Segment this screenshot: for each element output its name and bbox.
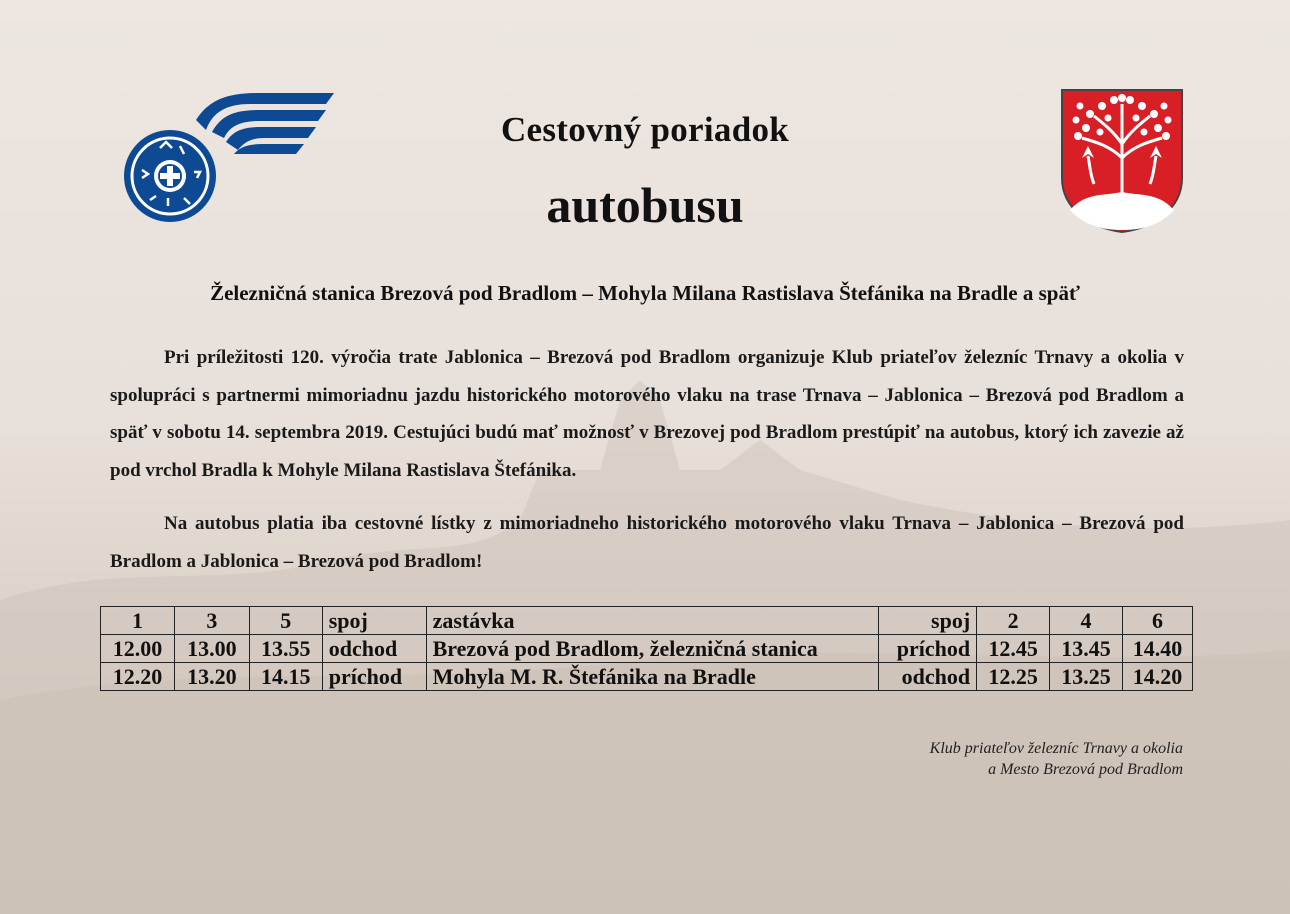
header-cell: 3: [174, 607, 249, 635]
stop-cell: Mohyla M. R. Štefánika na Bradle: [426, 663, 879, 691]
time-cell: 14.20: [1122, 663, 1192, 691]
direction-cell: odchod: [879, 663, 977, 691]
time-cell: 12.20: [101, 663, 175, 691]
direction-cell: príchod: [322, 663, 426, 691]
timetable-header-row: [101, 607, 1193, 635]
organizer-signature: [930, 738, 1183, 780]
time-cell: 13.45: [1050, 635, 1123, 663]
route-heading: Železničná stanica Brezová pod Bradlom – Mohyla Milana Rastislava Štefánika na Bradle a späť: [210, 281, 1080, 305]
time-cell: 13.20: [174, 663, 249, 691]
direction-cell: príchod: [879, 635, 977, 663]
title-autobusu: autobusu: [546, 177, 744, 233]
time-cell: 14.40: [1122, 635, 1192, 663]
time-cell: 13.25: [1050, 663, 1123, 691]
bus-timetable: [100, 606, 1193, 691]
header-cell: spoj: [322, 607, 426, 635]
time-cell: 12.00: [101, 635, 175, 663]
header-cell: spoj: [879, 607, 977, 635]
header-cell: zastávka: [426, 607, 879, 635]
intro-paragraph: Pri príležitosti 120. výročia trate Jablonica – Brezová pod Bradlom organizuje Klub priateľov železníc Trnavy a okolia v spolupráci s partnermi mimoriadnu jazdu historického motorového vlaku na trase Trnava – Jablonica – Brezová pod Bradlom a späť v sobotu 14. septembra 2019. Cestujúci budú mať možnosť v Brezovej pod Bradlom prestúpiť na autobus, ktorý ich zavezie až pod vrchol Bradla k Mohyle Milana Rastislava Štefánika.: [110, 347, 1184, 481]
time-cell: 14.15: [249, 663, 322, 691]
timetable-row: [101, 663, 1193, 691]
header-cell: 5: [249, 607, 322, 635]
header-cell: 2: [977, 607, 1050, 635]
time-cell: 13.00: [174, 635, 249, 663]
ticket-notice-paragraph: Na autobus platia iba cestovné lístky z mimoriadneho historického motorového vlaku Trnava – Jablonica – Brezová pod Bradlom a Jablonica – Brezová pod Bradlom!: [110, 513, 1184, 572]
direction-cell: odchod: [322, 635, 426, 663]
signature-line-2: a Mesto Brezová pod Bradlom: [988, 761, 1183, 778]
title-cestovny-poriadok: Cestovný poriadok: [500, 110, 790, 149]
stop-cell: Brezová pod Bradlom, železničná stanica: [426, 635, 879, 663]
header-cell: 1: [101, 607, 175, 635]
time-cell: 13.55: [249, 635, 322, 663]
header-cell: 6: [1122, 607, 1192, 635]
time-cell: 12.45: [977, 635, 1050, 663]
time-cell: 12.25: [977, 663, 1050, 691]
timetable-row: [101, 635, 1193, 663]
signature-line-1: Klub priateľov železníc Trnavy a okolia: [929, 740, 1183, 757]
header-cell: 4: [1050, 607, 1123, 635]
